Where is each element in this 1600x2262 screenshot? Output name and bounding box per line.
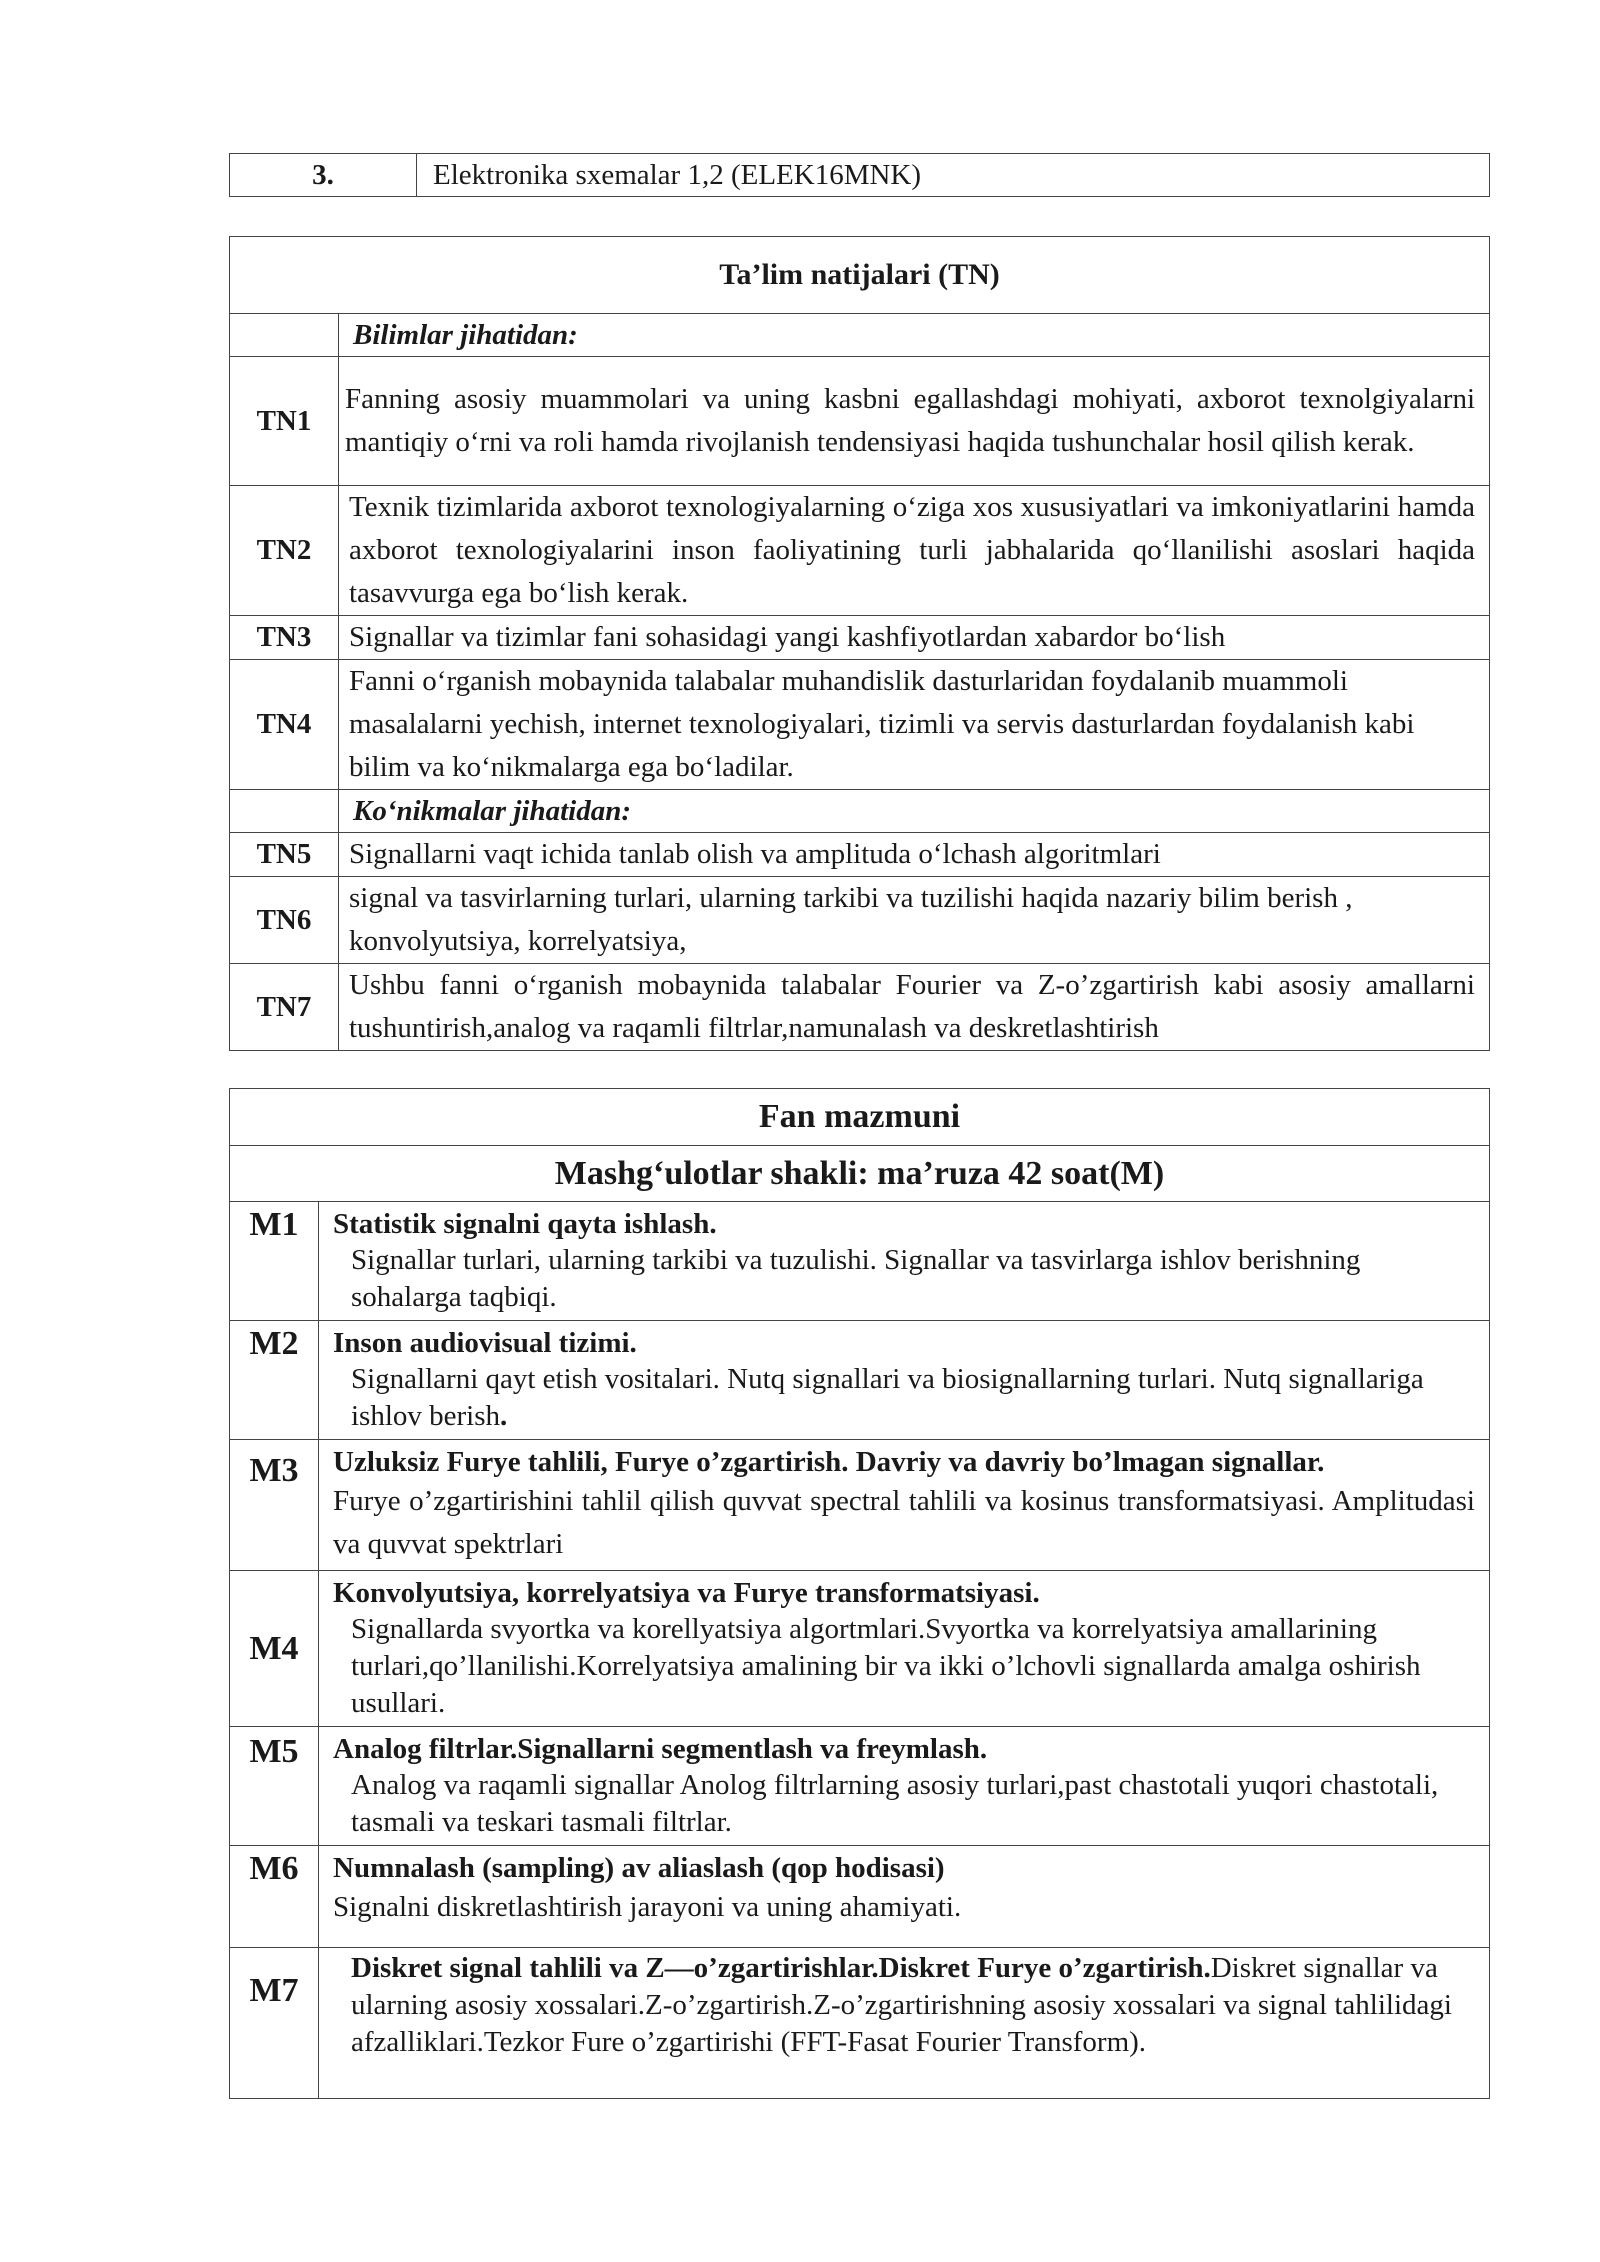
content-table bbox=[229, 1088, 1490, 2099]
module-description bbox=[333, 1361, 1475, 1435]
module-row bbox=[230, 1571, 1490, 1727]
outcome-code: TN3 bbox=[230, 616, 339, 660]
module-code: M3 bbox=[230, 1440, 319, 1571]
outcome-code: TN1 bbox=[230, 357, 339, 486]
module-description: Signallarda svyortka va korellyatsiya algortmlari.Svyortka va korrelyatsiya amallarining turlari,qo’llanilishi.Korrelyatsiya amalining bir va ikki o’lchovli signallarda amalga oshirish usullari. bbox=[351, 1613, 1421, 1719]
module-code: M2 bbox=[230, 1321, 319, 1440]
outcome-row bbox=[230, 877, 1490, 964]
module-title: Numnalash (sampling) av aliaslash (qop hodisasi) bbox=[333, 1852, 945, 1884]
course-table bbox=[229, 153, 1490, 197]
outcome-text: Signallarni vaqt ichida tanlab olish va amplituda o‘lchash algoritmlari bbox=[339, 833, 1490, 877]
course-row bbox=[230, 154, 1490, 197]
module-cell bbox=[319, 1321, 1490, 1440]
outcome-text: signal va tasvirlarning turlari, ularning tarkibi va tuzilishi haqida nazariy bilim berish , konvolyutsiya, korrelyatsiya, bbox=[339, 877, 1490, 964]
module-code: M4 bbox=[230, 1571, 319, 1727]
outcome-code: TN6 bbox=[230, 877, 339, 964]
module-cell bbox=[319, 1948, 1490, 2099]
outcome-row bbox=[230, 616, 1490, 660]
module-row bbox=[230, 1948, 1490, 2099]
content-subheader: Mashg‘ulotlar shakli: ma’ruza 42 soat(M) bbox=[230, 1146, 1490, 1202]
outcomes-header: Ta’lim natijalari (TN) bbox=[230, 237, 1490, 314]
module-title: Statistik signalni qayta ishlash. bbox=[333, 1208, 717, 1240]
module-cell bbox=[319, 1571, 1490, 1727]
module-cell bbox=[319, 1440, 1490, 1571]
module-description: Signallar turlari, ularning tarkibi va tuzulishi. Signallar va tasvirlarga ishlov berishning sohalarga taqbiqi. bbox=[351, 1244, 1361, 1313]
module-code: M7 bbox=[230, 1948, 319, 2099]
module-row bbox=[230, 1202, 1490, 1321]
outcome-row bbox=[230, 486, 1490, 616]
module-title: Inson audiovisual tizimi. bbox=[333, 1327, 637, 1359]
module-code: M6 bbox=[230, 1846, 319, 1948]
outcome-text: Fanning asosiy muammolari va uning kasbni egallashdagi mohiyati, axborot texnolgiyalarni mantiqiy o‘rni va roli hamda rivojlanish tendensiyasi haqida tushunchalar hosil qilish kerak. bbox=[339, 357, 1490, 486]
module-cell bbox=[319, 1727, 1490, 1846]
outcome-text: Texnik tizimlarida axborot texnologiyalarning o‘ziga xos xususiyatlari va imkoniyatlarini hamda axborot texnologiyalarini inson faoliyatining turli jabhalarida qo‘llanilishi asoslari haqida tasavvurga ega bo‘lish kerak. bbox=[339, 486, 1490, 616]
outcome-code: TN2 bbox=[230, 486, 339, 616]
empty-cell bbox=[230, 314, 339, 357]
module-title: Analog filtrlar.Signallarni segmentlash va freymlash. bbox=[333, 1733, 988, 1765]
outcome-text: Ushbu fanni o‘rganish mobaynida talabalar Fourier va Z-o’zgartirish kabi asosiy amallarni tushuntirish,analog va raqamli filtrlar,namunalash va deskretlashtirish bbox=[339, 964, 1490, 1051]
module-title: Diskret signal tahlili va Z—o’zgartirishlar.Diskret Furye o’zgartirish. bbox=[351, 1952, 1211, 1984]
module-title: Konvolyutsiya, korrelyatsiya va Furye transformatsiyasi. bbox=[333, 1577, 1040, 1609]
section-knowledge: Bilimlar jihatidan: bbox=[339, 314, 1490, 357]
module-row bbox=[230, 1846, 1490, 1948]
module-code: M1 bbox=[230, 1202, 319, 1321]
module-description-text: Signallarni qayt etish vositalari. Nutq signallari va biosignallarning turlari. Nutq signallariga ishlov berish bbox=[351, 1363, 1424, 1432]
module-description: Furye o’zgartirishini tahlil qilish quvvat spectral tahlili va kosinus transformatsiyasi. Amplitudasi va quvvat spektrlari bbox=[333, 1485, 1475, 1560]
module-description-period: . bbox=[500, 1400, 508, 1432]
outcome-code: TN5 bbox=[230, 833, 339, 877]
module-description: Analog va raqamli signallar Anolog filtrlarning asosiy turlari,past chastotali yuqori chastotali, tasmali va teskari tasmali filtrlar. bbox=[351, 1769, 1439, 1838]
module-text bbox=[351, 1950, 1475, 2061]
module-title: Uzluksiz Furye tahlili, Furye o’zgartirish. Davriy va davriy bo’lmagan signallar. bbox=[333, 1446, 1325, 1478]
module-description: Diskret signallar va ularning asosiy xossalari.Z-o’zgartirish.Z-o’zgartirishning asosiy xossalari va signal tahlilidagi afzalliklari.Tezkor Fure o’zgartirishi (FFT-Fasat Fourier Transform). bbox=[351, 1952, 1452, 2058]
outcome-text: Signallar va tizimlar fani sohasidagi yangi kashfiyotlardan xabardor bo‘lish bbox=[339, 616, 1490, 660]
course-title: Elektronika sxemalar 1,2 (ELEK16MNK) bbox=[417, 154, 1490, 197]
outcomes-table bbox=[229, 236, 1490, 1051]
outcome-row bbox=[230, 357, 1490, 486]
outcome-row bbox=[230, 833, 1490, 877]
outcome-code: TN7 bbox=[230, 964, 339, 1051]
module-code: M5 bbox=[230, 1727, 319, 1846]
module-description: Signalni diskretlashtirish jarayoni va uning ahamiyati. bbox=[333, 1891, 962, 1923]
outcome-row bbox=[230, 964, 1490, 1051]
module-cell bbox=[319, 1846, 1490, 1948]
module-row bbox=[230, 1727, 1490, 1846]
module-row bbox=[230, 1440, 1490, 1571]
empty-cell bbox=[230, 790, 339, 833]
course-number: 3. bbox=[230, 154, 417, 197]
module-row bbox=[230, 1321, 1490, 1440]
outcome-text: Fanni o‘rganish mobaynida talabalar muhandislik dasturlaridan foydalanib muammoli masalalarni yechish, internet texnologiyalari, tizimli va servis dasturlardan foydalanish kabi bilim va ko‘nikmalarga ega bo‘ladilar. bbox=[339, 660, 1490, 790]
section-skills: Ko‘nikmalar jihatidan: bbox=[339, 790, 1490, 833]
outcome-code: TN4 bbox=[230, 660, 339, 790]
module-cell bbox=[319, 1202, 1490, 1321]
content-header: Fan mazmuni bbox=[230, 1089, 1490, 1146]
outcome-row bbox=[230, 660, 1490, 790]
